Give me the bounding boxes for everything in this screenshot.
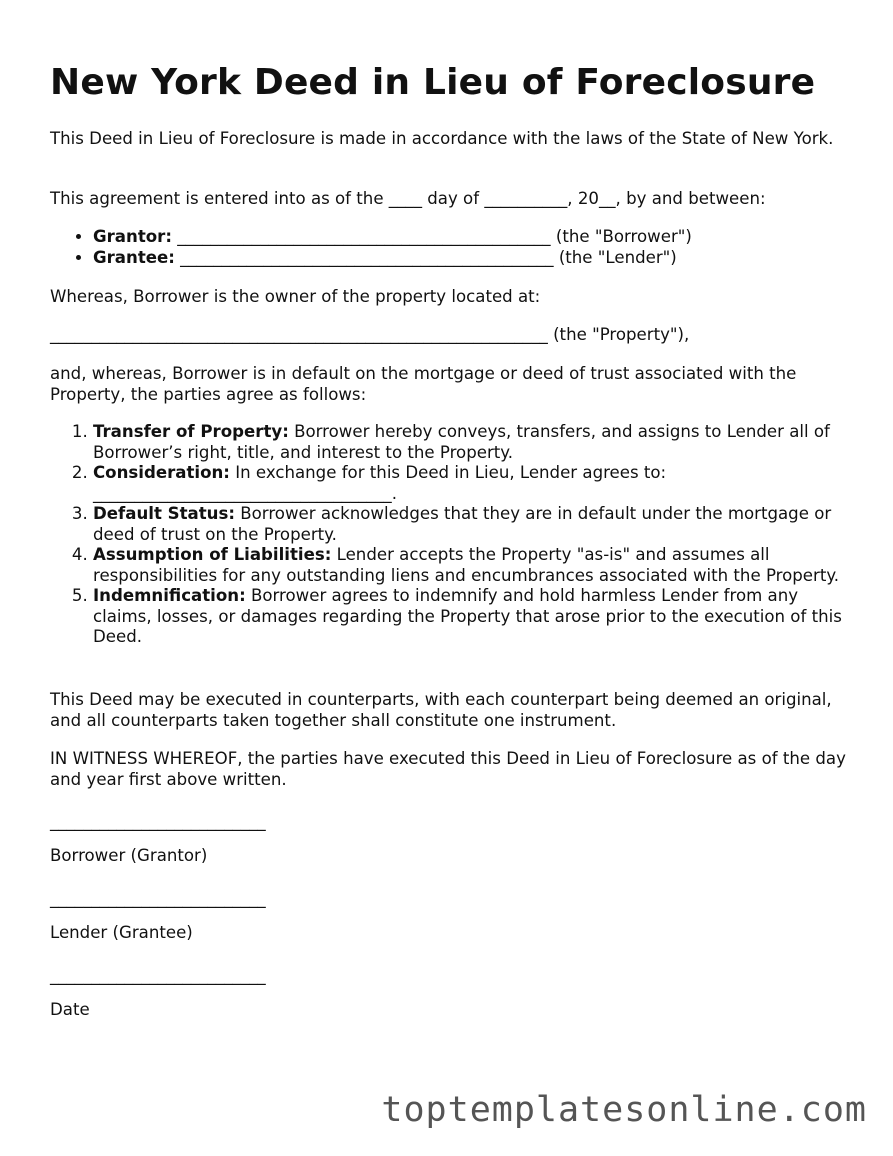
term-label: Consideration: bbox=[93, 463, 230, 482]
signature-label-date: Date bbox=[50, 1000, 90, 1019]
term-item bbox=[93, 422, 853, 463]
term-text: Lender accepts the Property "as-is" and assumes all responsibilities for any outstanding liens and encumbrances associated with the Property. bbox=[93, 545, 840, 585]
party-grantee bbox=[93, 248, 853, 269]
parties-list bbox=[50, 227, 853, 268]
signature-line-lender[interactable]: __________________________ bbox=[50, 889, 266, 908]
term-text: Borrower acknowledges that they are in default under the mortgage or deed of trust on the Property. bbox=[93, 504, 832, 544]
counterparts-paragraph: This Deed may be executed in counterparts, with each counterpart being deemed an original, and all counterparts taken together shall constitute one instrument. bbox=[50, 690, 832, 730]
signature-line-date[interactable]: __________________________ bbox=[50, 966, 266, 985]
agreement-paragraph: This agreement is entered into as of the ____ day of __________, 20__, by and between: bbox=[50, 189, 766, 208]
term-label: Transfer of Property: bbox=[93, 422, 289, 441]
term-label: Indemnification: bbox=[93, 586, 246, 605]
watermark-text: toptemplatesonline.com bbox=[381, 1090, 867, 1130]
signature-label-lender: Lender (Grantee) bbox=[50, 923, 193, 942]
signature-line-borrower[interactable]: __________________________ bbox=[50, 812, 266, 831]
property-line: ____________________________________________________________ (the "Property"), bbox=[50, 325, 690, 344]
party-label: Grantee: bbox=[93, 247, 175, 267]
term-item bbox=[93, 586, 853, 648]
party-text: _____________________________________________ (the "Borrower") bbox=[171, 227, 692, 246]
terms-list bbox=[50, 422, 853, 648]
party-label: Grantor: bbox=[93, 227, 172, 246]
term-text: In exchange for this Deed in Lieu, Lender agrees to: ____________________________________. bbox=[93, 463, 667, 503]
term-item bbox=[93, 545, 853, 586]
witness-paragraph: IN WITNESS WHEREOF, the parties have executed this Deed in Lieu of Foreclosure as of the day and year first above written. bbox=[50, 749, 846, 789]
page-title: New York Deed in Lieu of Foreclosure bbox=[50, 62, 816, 103]
term-text: Borrower hereby conveys, transfers, and assigns to Lender all of Borrower’s right, title, and interest to the Property. bbox=[93, 422, 830, 462]
intro-paragraph: This Deed in Lieu of Foreclosure is made in accordance with the laws of the State of New York. bbox=[50, 129, 834, 148]
whereas-default-paragraph: and, whereas, Borrower is in default on the mortgage or deed of trust associated with the Property, the parties agree as follows: bbox=[50, 364, 797, 404]
term-label: Assumption of Liabilities: bbox=[93, 545, 332, 564]
term-label: Default Status: bbox=[93, 504, 235, 523]
term-item bbox=[93, 504, 853, 545]
party-text: _____________________________________________ (the "Lender") bbox=[174, 247, 677, 267]
party-grantor bbox=[93, 227, 853, 248]
term-item bbox=[93, 463, 853, 504]
whereas-owner-paragraph: Whereas, Borrower is the owner of the property located at: bbox=[50, 287, 541, 306]
signature-label-borrower: Borrower (Grantor) bbox=[50, 846, 208, 865]
term-text: Borrower agrees to indemnify and hold harmless Lender from any claims, losses, or damages regarding the Property that arose prior to the execution of this Deed. bbox=[93, 586, 842, 646]
